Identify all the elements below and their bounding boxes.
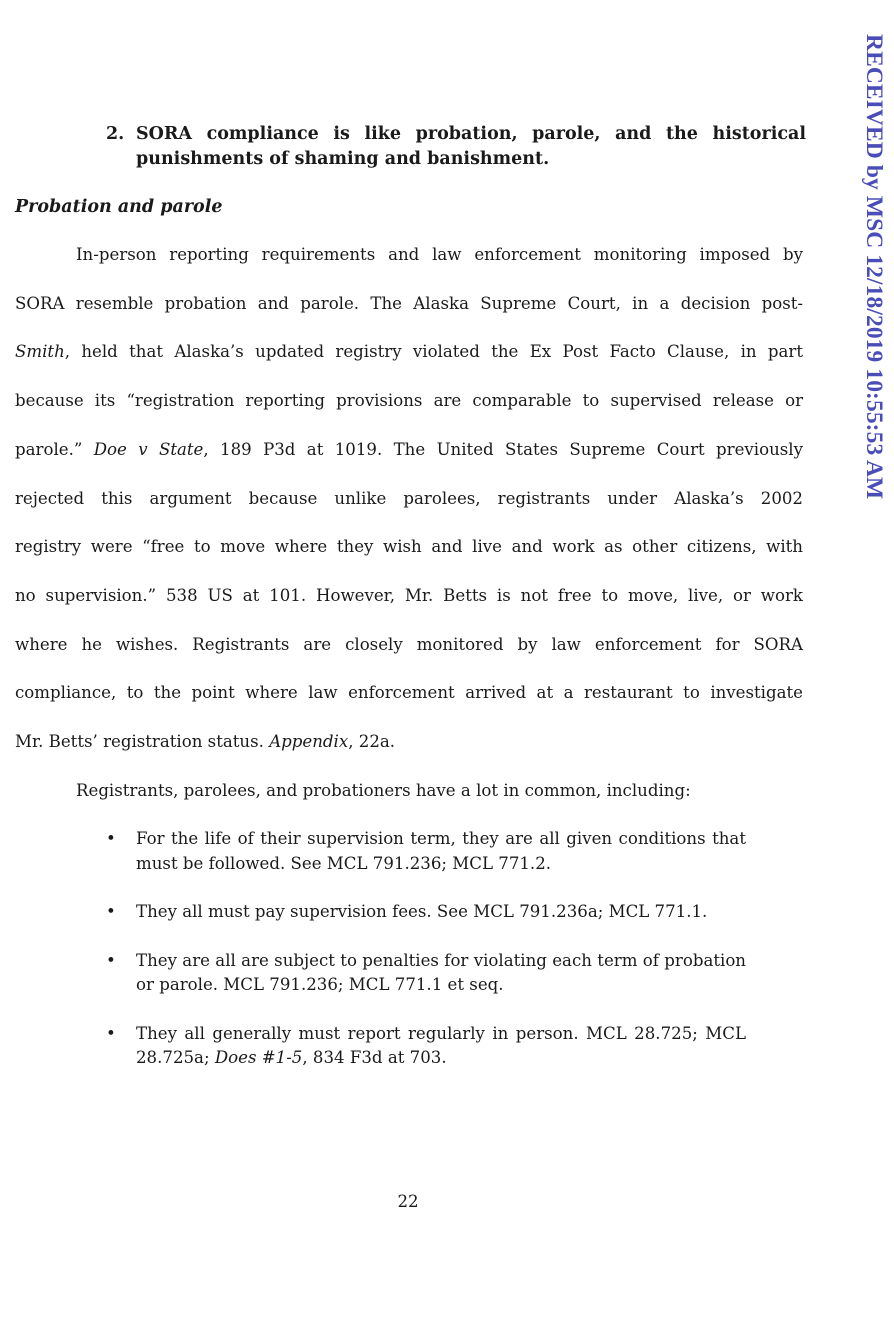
paragraph-line: because its “registration reporting provisions are comparable to supervised release or <box>15 391 803 411</box>
paragraph-line: parole.” Doe v State, 189 P3d at 1019. The United States Supreme Court previously <box>15 439 803 459</box>
list-item <box>106 900 746 925</box>
bullet-list <box>106 827 746 1095</box>
paragraph-line: In-person reporting requirements and law enforcement monitoring imposed by <box>76 245 803 264</box>
paragraph-line: Mr. Betts’ registration status. Appendix, 22a. <box>15 732 396 752</box>
list-item <box>106 1022 746 1071</box>
bullet-icon: • <box>106 950 116 970</box>
italic-citation: Appendix <box>269 732 349 752</box>
bullet-icon: • <box>106 829 116 848</box>
list-intro: Registrants, parolees, and probationers have a lot in common, including: <box>76 781 691 800</box>
list-item <box>106 949 746 998</box>
list-item-text: They all must pay supervision fees. See MCL 791.236a; MCL 771.1. <box>136 902 708 921</box>
paragraph-line: registry were “free to move where they wish and live and work as other citizens, with <box>15 537 803 557</box>
paragraph-line: compliance, to the point where law enforcement arrived at a restaurant to investigate <box>15 683 803 703</box>
section-heading-text: SORA compliance is like probation, parole, and the historical punishments of shaming and banishment. <box>136 124 806 169</box>
list-item <box>106 827 746 876</box>
body-paragraph <box>15 231 803 767</box>
italic-case-name: Smith <box>15 342 65 362</box>
italic-case-name: Does #1-5 <box>214 1048 303 1067</box>
list-item-text: They are all are subject to penalties for violating each term of probation or parole. MCL 791.236; MCL 771.1 et seq. <box>136 950 746 994</box>
paragraph-line: rejected this argument because unlike parolees, registrants under Alaska’s 2002 <box>15 488 803 508</box>
bullet-icon: • <box>106 902 116 921</box>
list-item-text: For the life of their supervision term, they are all given conditions that must be followed. See MCL 791.236; MCL 771.2. <box>136 829 746 873</box>
paragraph-line: SORA resemble probation and parole. The Alaska Supreme Court, in a decision post- <box>15 293 803 313</box>
paragraph-line: no supervision.” 538 US at 101. However, Mr. Betts is not free to move, live, or work <box>15 585 803 605</box>
page-number: 22 <box>397 1192 419 1211</box>
received-stamp: RECEIVED by MSC 12/18/2019 10:55:53 AM <box>861 34 887 500</box>
paragraph-line: Smith, held that Alaska’s updated registry violated the Ex Post Facto Clause, in part <box>15 342 803 362</box>
section-heading <box>106 122 806 172</box>
section-number: 2. <box>106 124 125 144</box>
italic-case-name: Doe v State <box>93 439 204 459</box>
paragraph-line: where he wishes. Registrants are closely monitored by law enforcement for SORA <box>15 634 803 654</box>
subheading: Probation and parole <box>15 197 223 217</box>
list-item-text: They all generally must report regularly in person. MCL 28.725; MCL 28.725a; Does #1-5, 834 F3d at 703. <box>136 1023 746 1067</box>
bullet-icon: • <box>106 1023 116 1043</box>
